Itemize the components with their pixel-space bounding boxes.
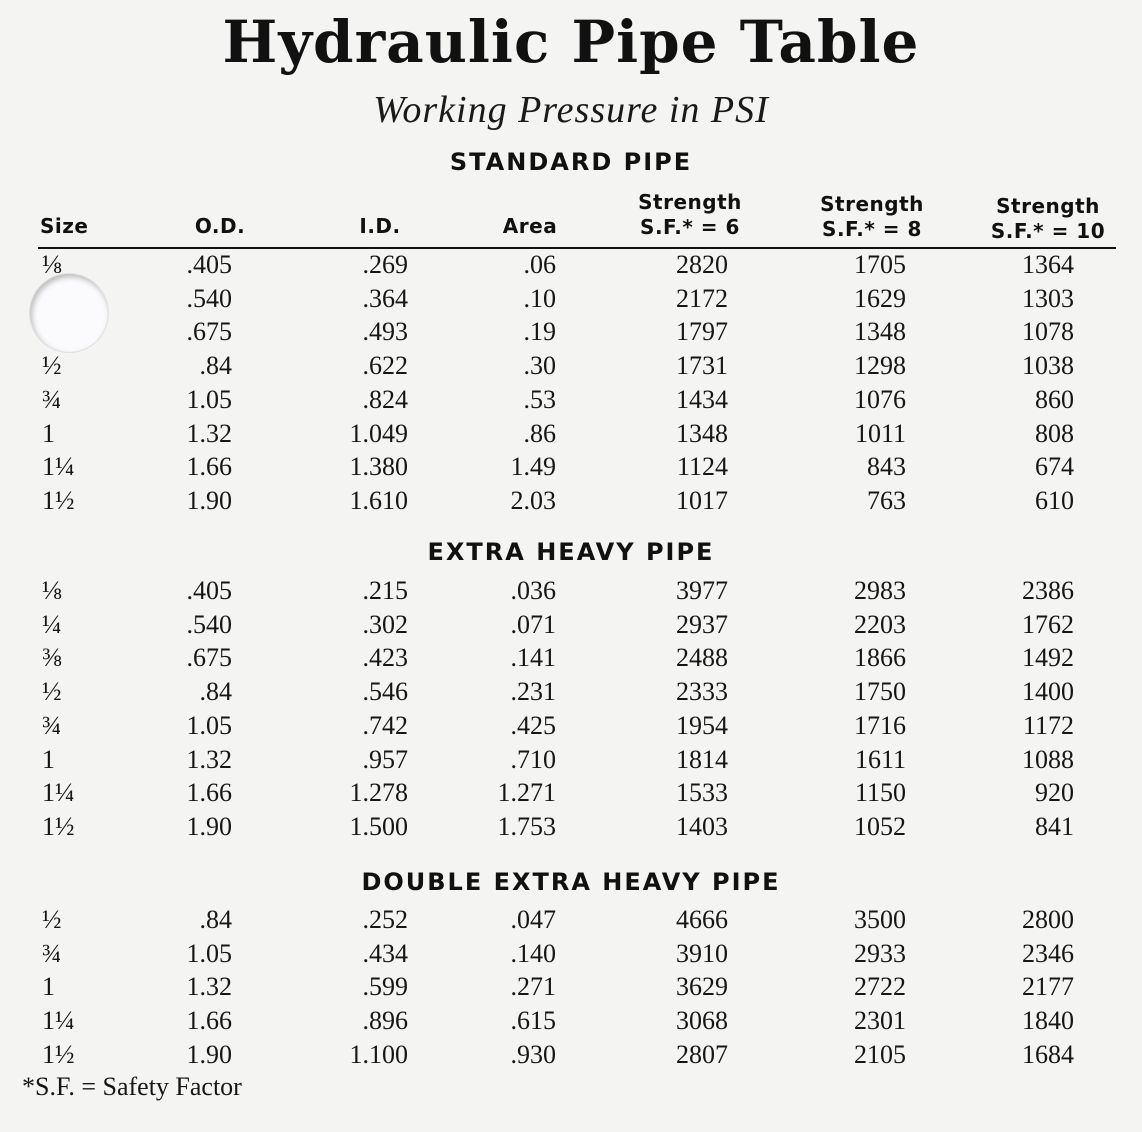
cell-id: 1.278: [349, 778, 408, 808]
page-title: Hydraulic Pipe Table: [222, 8, 920, 76]
cell-strength-6: 1814: [676, 744, 728, 774]
cell-id: .622: [362, 351, 408, 381]
cell-strength-6: 2820: [676, 250, 728, 279]
cell-strength-6: 1403: [676, 811, 728, 841]
cell-area: .047: [510, 905, 556, 934]
cell-strength-6: 3629: [676, 972, 728, 1002]
cell-strength-6: 3910: [676, 938, 728, 968]
cell-id: .493: [362, 317, 408, 347]
section-title-standard: STANDARD PIPE: [449, 148, 693, 176]
cell-id: .546: [362, 677, 408, 707]
table-row: [0, 383, 1142, 417]
header-id: I.D.: [359, 214, 401, 238]
table-row: [0, 282, 1142, 316]
header-strength-10-factor: S.F.* = 10: [990, 219, 1106, 243]
cell-strength-6: 4666: [676, 905, 728, 934]
cell-strength-10: 920: [1035, 778, 1074, 808]
cell-area: .140: [510, 938, 556, 968]
cell-od: .84: [199, 351, 232, 381]
cell-strength-10: 1400: [1022, 677, 1074, 707]
cell-strength-8: 1705: [854, 250, 906, 279]
table-row: [0, 1004, 1142, 1038]
cell-id: 1.610: [349, 485, 408, 515]
cell-strength-8: 1348: [854, 317, 906, 347]
page-subtitle: Working Pressure in PSI: [373, 89, 769, 131]
cell-strength-6: 2807: [676, 1039, 728, 1069]
cell-id: .269: [362, 250, 408, 279]
cell-area: .53: [523, 384, 556, 414]
cell-od: 1.05: [186, 710, 232, 740]
header-strength-6-factor: S.F.* = 6: [640, 215, 740, 239]
cell-area: 2.03: [510, 485, 556, 515]
cell-strength-6: 3068: [676, 1006, 728, 1036]
cell-od: .675: [186, 317, 232, 347]
cell-od: 1.66: [186, 1006, 232, 1036]
cell-size: 1: [42, 744, 55, 774]
cell-area: .30: [523, 351, 556, 381]
cell-area: .271: [510, 972, 556, 1002]
cell-strength-10: 2177: [1022, 972, 1074, 1002]
cell-size: ¾: [42, 938, 62, 968]
cell-strength-10: 1303: [1022, 283, 1074, 313]
cell-area: .615: [510, 1006, 556, 1036]
cell-strength-8: 2933: [854, 938, 906, 968]
cell-strength-6: 2488: [676, 643, 728, 673]
table-row: [0, 709, 1142, 743]
cell-size: ¼: [42, 609, 62, 639]
cell-strength-8: 1629: [854, 283, 906, 313]
header-strength-10: [968, 194, 1128, 244]
cell-id: .215: [362, 576, 408, 605]
table-row: [0, 484, 1142, 518]
table-row: [0, 903, 1142, 937]
cell-strength-6: 1533: [676, 778, 728, 808]
cell-area: 1.271: [497, 778, 556, 808]
cell-size: 1½: [42, 811, 75, 841]
cell-id: .252: [362, 905, 408, 934]
cell-strength-10: 1088: [1022, 744, 1074, 774]
cell-area: 1.753: [497, 811, 556, 841]
table-row: [0, 675, 1142, 709]
cell-size: 1½: [42, 485, 75, 515]
table-row: [0, 450, 1142, 484]
cell-strength-6: 1348: [676, 418, 728, 448]
cell-area: .19: [523, 317, 556, 347]
cell-size: ⅛: [42, 576, 62, 605]
header-size: Size: [40, 214, 89, 238]
header-area: Area: [502, 214, 558, 238]
cell-od: 1.66: [186, 452, 232, 482]
cell-strength-6: 3977: [676, 576, 728, 605]
cell-od: .405: [186, 250, 232, 279]
cell-strength-6: 1434: [676, 384, 728, 414]
cell-size: 1¼: [42, 452, 75, 482]
cell-od: .84: [199, 677, 232, 707]
cell-strength-10: 1762: [1022, 609, 1074, 639]
cell-id: .364: [362, 283, 408, 313]
cell-od: 1.90: [186, 485, 232, 515]
cell-strength-6: 2937: [676, 609, 728, 639]
cell-strength-8: 843: [867, 452, 906, 482]
cell-area: .141: [510, 643, 556, 673]
cell-id: .423: [362, 643, 408, 673]
cell-strength-6: 1797: [676, 317, 728, 347]
cell-size: ⅜: [42, 643, 62, 673]
cell-id: .434: [362, 938, 408, 968]
table-row: [0, 810, 1142, 844]
cell-od: .540: [186, 283, 232, 313]
cell-strength-10: 2346: [1022, 938, 1074, 968]
table-row: [0, 349, 1142, 383]
cell-strength-6: 2333: [676, 677, 728, 707]
table-row: [0, 970, 1142, 1004]
cell-od: .405: [186, 576, 232, 605]
cell-area: .231: [510, 677, 556, 707]
cell-area: .86: [523, 418, 556, 448]
cell-od: .84: [199, 905, 232, 934]
cell-strength-10: 1364: [1022, 250, 1074, 279]
cell-strength-8: 1076: [854, 384, 906, 414]
cell-strength-8: 1150: [854, 778, 906, 808]
cell-id: .742: [362, 710, 408, 740]
cell-area: .425: [510, 710, 556, 740]
punch-hole: [30, 274, 108, 352]
section-title-double-extra-heavy: DOUBLE EXTRA HEAVY PIPE: [361, 868, 781, 896]
cell-area: .710: [510, 744, 556, 774]
cell-size: ½: [42, 905, 62, 934]
cell-size: ⅛: [42, 250, 62, 279]
cell-id: 1.100: [349, 1039, 408, 1069]
cell-od: 1.90: [186, 811, 232, 841]
cell-strength-8: 2722: [854, 972, 906, 1002]
cell-od: 1.90: [186, 1039, 232, 1069]
cell-od: 1.32: [186, 972, 232, 1002]
cell-size: ¾: [42, 384, 62, 414]
cell-strength-10: 1840: [1022, 1006, 1074, 1036]
table-row: [0, 743, 1142, 777]
cell-strength-10: 808: [1035, 418, 1074, 448]
cell-strength-10: 2800: [1022, 905, 1074, 934]
table-row: [0, 574, 1142, 608]
cell-strength-10: 1492: [1022, 643, 1074, 673]
cell-od: 1.66: [186, 778, 232, 808]
cell-strength-8: 2105: [854, 1039, 906, 1069]
header-strength-8-factor: S.F.* = 8: [822, 217, 922, 241]
cell-od: 1.05: [186, 938, 232, 968]
cell-size: 1¼: [42, 1006, 75, 1036]
cell-strength-6: 1017: [676, 485, 728, 515]
cell-area: .06: [523, 250, 556, 279]
cell-id: .599: [362, 972, 408, 1002]
cell-strength-8: 1611: [854, 744, 906, 774]
cell-strength-10: 674: [1035, 452, 1074, 482]
cell-area: .071: [510, 609, 556, 639]
cell-area: .930: [510, 1039, 556, 1069]
cell-area: .036: [510, 576, 556, 605]
cell-size: ¾: [42, 710, 62, 740]
cell-size: 1: [42, 418, 55, 448]
cell-strength-10: 860: [1035, 384, 1074, 414]
cell-area: .10: [523, 283, 556, 313]
cell-strength-10: 1038: [1022, 351, 1074, 381]
cell-strength-6: 1731: [676, 351, 728, 381]
cell-size: ½: [42, 677, 62, 707]
cell-strength-8: 2301: [854, 1006, 906, 1036]
header-strength-8: [792, 192, 952, 242]
header-od: O.D.: [194, 214, 246, 238]
cell-strength-8: 1052: [854, 811, 906, 841]
cell-od: 1.32: [186, 418, 232, 448]
table-row: [0, 248, 1142, 282]
table-row: [0, 417, 1142, 451]
cell-size: 1¼: [42, 778, 75, 808]
table-row: [0, 315, 1142, 349]
cell-id: 1.380: [349, 452, 408, 482]
header-strength-6-label: Strength: [638, 190, 742, 214]
table-row: [0, 937, 1142, 971]
footnote: *S.F. = Safety Factor: [22, 1072, 242, 1101]
table-row: [0, 608, 1142, 642]
cell-strength-8: 1716: [854, 710, 906, 740]
cell-id: .824: [362, 384, 408, 414]
cell-strength-8: 1298: [854, 351, 906, 381]
cell-id: 1.500: [349, 811, 408, 841]
cell-od: 1.32: [186, 744, 232, 774]
section-title-extra-heavy: EXTRA HEAVY PIPE: [427, 538, 715, 566]
cell-strength-10: 610: [1035, 485, 1074, 515]
cell-size: ½: [42, 351, 62, 381]
cell-od: .675: [186, 643, 232, 673]
cell-strength-8: 3500: [854, 905, 906, 934]
header-strength-8-label: Strength: [820, 192, 924, 216]
cell-size: 1: [42, 972, 55, 1002]
cell-od: .540: [186, 609, 232, 639]
table-row: [0, 776, 1142, 810]
header-strength-10-label: Strength: [996, 194, 1100, 218]
cell-id: .957: [362, 744, 408, 774]
cell-strength-6: 2172: [676, 283, 728, 313]
cell-strength-8: 1866: [854, 643, 906, 673]
cell-id: .302: [362, 609, 408, 639]
cell-strength-10: 1172: [1022, 710, 1074, 740]
cell-strength-8: 1011: [854, 418, 906, 448]
cell-size: 1½: [42, 1039, 75, 1069]
cell-strength-10: 841: [1035, 811, 1074, 841]
cell-strength-10: 1078: [1022, 317, 1074, 347]
cell-id: 1.049: [349, 418, 408, 448]
table-row: [0, 1038, 1142, 1072]
cell-strength-8: 1750: [854, 677, 906, 707]
cell-id: .896: [362, 1006, 408, 1036]
cell-strength-10: 2386: [1022, 576, 1074, 605]
cell-strength-8: 2203: [854, 609, 906, 639]
table-row: [0, 641, 1142, 675]
cell-strength-8: 763: [867, 485, 906, 515]
cell-strength-8: 2983: [854, 576, 906, 605]
cell-od: 1.05: [186, 384, 232, 414]
cell-strength-6: 1954: [676, 710, 728, 740]
cell-strength-6: 1124: [676, 452, 728, 482]
header-strength-6: [610, 190, 770, 240]
cell-strength-10: 1684: [1022, 1039, 1074, 1069]
cell-area: 1.49: [510, 452, 556, 482]
